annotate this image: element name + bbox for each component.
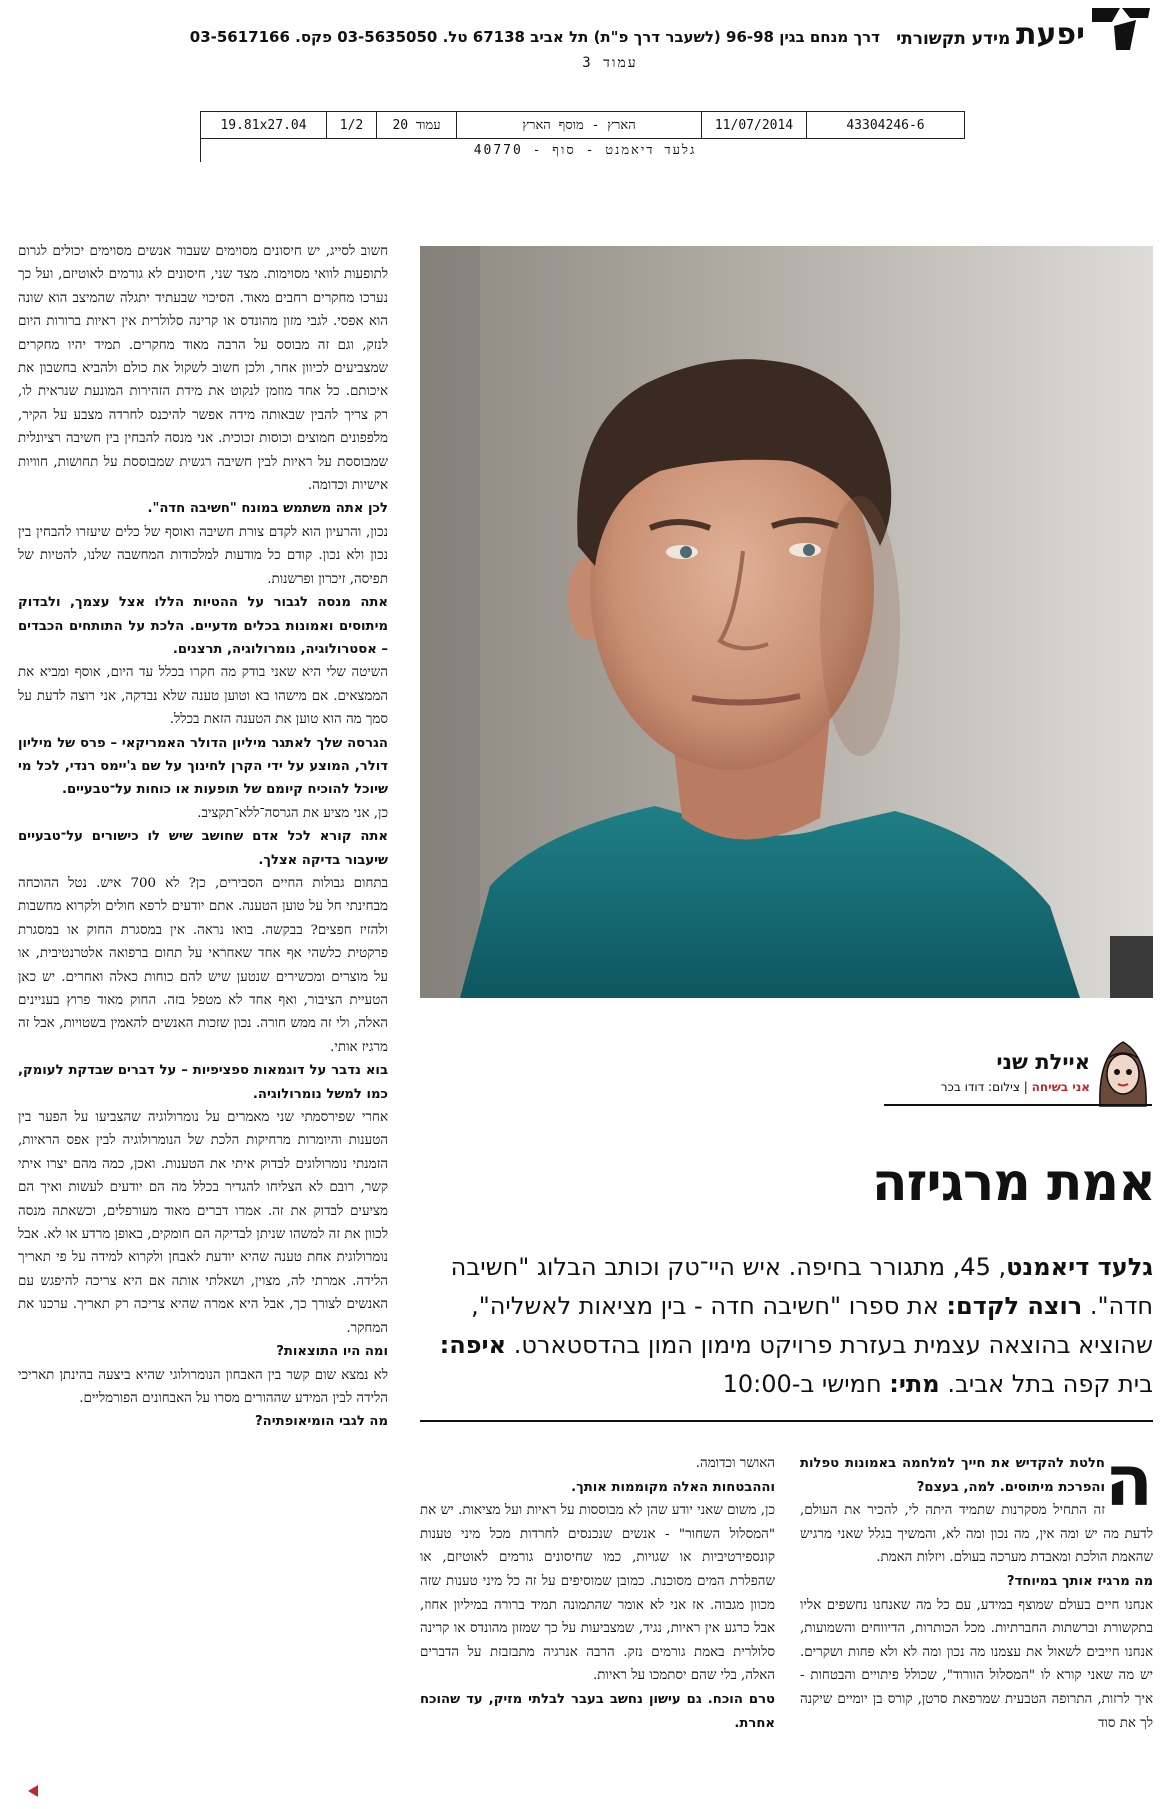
interview-answer: השיטה שלי היא שאני בודק מה חקרו בכלל עד היום, אוסף ומביא את הממצאים. אם מישהו בא וטוען טענה שלא נבדקה, אני רוצה לדעת על סמך מה הוא טוען את הטענה הזאת בכלל. (18, 665, 388, 728)
interview-photo (420, 246, 1153, 998)
brand-name: יפעת (1015, 17, 1085, 52)
brand (885, 18, 1085, 58)
subject-name: גלעד דיאמנט (1006, 1253, 1153, 1281)
byline-credits (850, 1080, 1090, 1094)
article-column-center (420, 1452, 775, 1802)
interview-question: מה לגבי הומיאופתיה? (255, 1414, 388, 1430)
meta-page: עמוד 20 (376, 112, 456, 138)
article-column-right (800, 1452, 1153, 1802)
interview-question: הגרסה שלך לאתגר מיליון הדולר האמריקאי – פרס של מיליון דולר, המוצע על ידי הקרן לחינוך על שם ג'יימס רנדי, לכל מי שיוכל להוכיח קיומם של תופעות או כוחות על־טבעיים. (18, 735, 388, 798)
interview-question: אתה קורא לכל אדם שחושב שיש לו כישורים על־טבעיים שיעבור בדיקה אצלך. (18, 829, 388, 868)
meta-dims: 19.81x27.04 (220, 117, 307, 133)
interview-question: וההבטחות האלה מקוממות אותך. (571, 1479, 775, 1495)
interview-question: חלטת להקדיש את חייך למלחמה באמונות טפלות והפרכת מיתוסים. למה, בעצם? (800, 1456, 1105, 1495)
interview-answer: אנחנו חיים בעולם שמוצף במידע, עם כל מה שאנחנו נחשפים אליו בתקשורת וברשתות החברתיות. מכל הכותרות, הדיווחים והשמועות, אנחנו חייבים לשאול את עצמנו מה נכון ומה לא ולא פחות ושקרים. יש מה שאני קורא לו "המסלול הוורוד", שכולל פיתויים והבטחות - איך לרזות, התרופה הטבעית שמרפאת סרטן, קורס בן יומיים שיקנה לך את סוד (800, 1597, 1153, 1731)
photo-credit: צילום: דודו בכר (940, 1080, 1020, 1094)
author-name: איילת שני (996, 1050, 1090, 1074)
drop-cap: ה (1104, 1452, 1153, 1522)
yifat-logo-icon (1090, 4, 1152, 52)
meta-publication: הארץ - מוסף הארץ (456, 112, 701, 138)
meta-divider (200, 138, 201, 162)
meta-line2: גלעד דיאמנט - סוף - 40770 (473, 143, 697, 158)
wants-text: את ספרו "חשיבה חדה - בין מציאות לאשליה", שהוציא בהוצאה עצמית בעזרת פרויקט מימון המון בהדסטארט. (471, 1292, 1153, 1359)
interview-answer: כן, אני מציע את הגרסה־ללא־תקציב. (197, 805, 388, 821)
byline-rule (884, 1104, 1152, 1106)
headline: אמת מרגיזה (871, 1153, 1155, 1213)
interview-answer: בתחום גבולות החיים הסבירים, כן? לא 700 איש. נטל ההוכחה מבחינתי חל על טוען הטענה. אתם יודעים לרפא חולים ולקרוא מחשבות ולהזיז חפצים? בבקשה. בואו נראה. אין במסגרת החוק או במסגרת פרקטית כלשהי אף אחד שאחראי על תחום ברפואה אלטרנטיבית, או על מוצרים ומכשירים שנטען שיש להם כוחות כאלה ואחרים. יש כאן הטעיית הציבור, ואף אחד לא מטפל בזה. החוק מאוד פרוץ בעניינים האלה, ולי זה ממש חורה. נכון שזכות האנשים להאמין בשטויות, אבל זה מרגיז אותי. (18, 875, 388, 1055)
interview-answer: כן, משום שאני יודע שהן לא מבוססות על ראיות ועל מציאות. יש את "המסלול השחור" - אנשים שנכנסים לחרדות מכל מיני טענות קונספירטיביות או שגויות, כמו שחיסונים גורמים לאוטיזם, או שהפלרת המים מסוכנת. כמובן שמוסיפים על זה כל מיני טענות שזה מכוון מגבוה. אז אני לא אומר שהתמונה תמיד ברורה במיליון אחוז, אבל כרגע אין ראיות, נגיד, שמצביעות על כך שמזון מהונדס או קרינה סלולרית באמת גורמים נזק. הרבה אנרגיה מתבזבזת על הדברים האלה, בלי שהם יסתמכו על ראיות. (420, 1503, 775, 1684)
contact-line: דרך מנחם בגין 96-98 (לשעבר דרך פ"ת) תל אביב 67138 טל. 03-5635050 פקס. 03-5617166 (189, 28, 880, 46)
interview-question: טרם הוכח. גם עישון נחשב בעבר לבלתי מזיק, עד שהוכח אחרת. (420, 1691, 775, 1731)
intro-rule (420, 1420, 1153, 1422)
when-label: מתי: (889, 1370, 940, 1398)
author-avatar-icon (1094, 1036, 1152, 1108)
interview-question: אתה מנסה לגבור על ההטיות הללו אצל עצמך, ולבדוק מיתוסים ואמונות בכלים מדעיים. הלכת על התותחים הכבדים – אסטרולוגיה, נומרולוגיה, תרצנים. (18, 595, 388, 657)
continue-arrow-icon (26, 1784, 40, 1798)
byline-separator: | (1023, 1080, 1028, 1094)
interview-answer: אחרי שפירסמתי שני מאמרים על נומרולוגיה שהצביעו על הפער בין הטענות והיומרות מרחיקות הלכת של הנומרולוגיה לבין אפס הראיות, הזמנתי נומרולוגים לבדוק איתי את הטענות. ואכן, כמה מהם יצרו איתי קשר, רובם לא הצליחו להגדיר בכלל מה הם יודעים לעשות ואיך הם מציעים לבדוק את זה. אמרו דברים מאוד מעורפלים, וכשאתה מנסה לכוון את זה למשהו שניתן לבדיקה הם חומקים, באופן מרדע או לא. אבל נומרולוגית אחת טענה שהיא יודעת לאבחן ולקרוא למידה על פי תאריך הלידה. אמרתי לה, מצוין, ושאלתי אותה אם היא צריכה להיפגש עם האנשים לצורך כך, אבל היא אמרה שהיא צריכה רק תאריך. ערכנו את המחקר. (18, 1110, 388, 1336)
meta-id: 43304246-6 (806, 112, 964, 138)
interview-question: ומה היו התוצאות? (276, 1344, 388, 1360)
interview-answer: לא נמצא שום קשר בין האבחון הנומרולוגי שהיא ביצעה בהינתן תאריכי הלידה לבין המידע שההורים מסרו על האבחונים הפורמליים. (18, 1367, 388, 1406)
where-label: איפה: (439, 1331, 507, 1359)
where-text: בית קפה בתל אביב. (939, 1370, 1153, 1398)
brand-tagline: מידע תקשורתי (896, 29, 1011, 49)
wants-label: רוצה לקדם: (946, 1292, 1083, 1320)
intro-box (420, 1248, 1153, 1404)
clipping-metadata-box (200, 111, 965, 139)
interview-answer: נכון, והרעיון הוא לקדם צורת חשיבה ואוסף של כלים שיעזרו להבחין בין נכון ולא נכון. קודם כל מודעות למלכודות המחשבה שלנו, להטיות של תפיסה, זיכרון ופרשנות. (18, 524, 388, 587)
interview-answer: זה התחיל מסקרנות שתמיד היתה לי, להכיר את העולם, לדעת מה יש ומה אין, מה נכון ומה לא, והמשיך בגלל שאני מרגיש שהאמת הולכת ומאבדת מערכה בעולם. ויזלות האמת. (800, 1503, 1153, 1566)
interview-question: לכן אתה משתמש במונח "חשיבה חדה". (147, 501, 388, 517)
meta-date: 11/07/2014 (701, 112, 806, 138)
subject-bio: מתגורר בחיפה. איש היי־טק וכותב הבלוג "חשיבה חדה". (450, 1253, 1153, 1320)
interview-question: מה מרגיז אותך במיוחד? (1006, 1573, 1153, 1589)
when-text: חמישי ב-10:00 (722, 1370, 890, 1398)
subject-age: , 45, (945, 1253, 1007, 1281)
portrait-image (420, 246, 1153, 998)
page-label: עמוד 3 (582, 55, 638, 71)
section-name: אני בשיחה (1031, 1080, 1090, 1094)
interview-answer: חשוב לסייג, יש חיסונים מסוימים שעבור אנשים מסוימים יכולים לגרום לתופעות לוואי מסוימות. מצד שני, חיסונים לא גורמים לאוטיזם, ועל כך נערכו מחקרים רחבים מאוד. הסיכוי שבעתיד יתגלה שהמיצב הוא שונה הוא אפסי. לגבי מזון מהונדס או קרינה סלולרית אין ראיות ברורות היום לנזק, וגם זה מבוסס על הרבה מאוד מחקרים. תמיד יהיו מחקרים שמצביעים לכיוון אחר, ולכן חשוב לשקול את כולם ולהביא בחשבון את איכותם. כל אחד מוזמן לנקוט את מידת הזהירות המונעת שנראית לו, רק צריך להבין שבאותה מידה אפשר להיכנס לחרדה מצבע על הקיר, מלפפונים חמוצים וכוסות זכוכית. אני מנסה להבחין בין חשיבה רציונלית שמבוססת על ראיות לבין חשיבה רגשית שמבוססת על תחושות, חוויות אישיות וכדומה. (18, 244, 388, 494)
interview-answer: האושר וכדומה. (695, 1456, 775, 1471)
meta-part: 1/2 (326, 112, 376, 138)
article-column-left (18, 240, 388, 1805)
interview-question: בוא נדבר על דוגמאות ספציפיות – על דברים שבדקת לעומק, כמו למשל נומרולוגיה. (18, 1063, 388, 1102)
